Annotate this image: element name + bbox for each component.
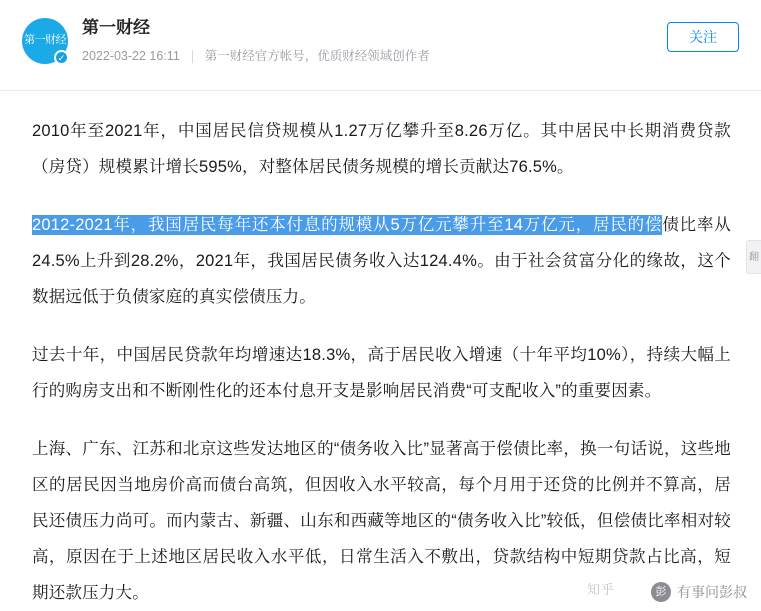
- paragraph-text: 上海、广东、江苏和北京这些发达地区的“债务收入比”显著高于偿债比率，换一句话说，这些地区的居民因当地房价高而债台高筑，但因收入水平较高，每个月用于还贷的比例并不算高，居民还债压力尚可。而内蒙古、新疆、山东和西藏等地区的“债务收入比”较低，但偿债比率相对较高，原因在于上述地区居民收入水平低，日常生活入不敷出，贷款结构中短期贷款占比高，短期还款压力大。: [32, 440, 731, 602]
- meta-line: [82, 47, 667, 65]
- platform-watermark: 知乎: [586, 582, 615, 597]
- paragraph-text: 债比率从24.5%上升到28.2%，2021年，我国居民债务收入达124.4%。由于社会贫富分化的缘故，这个数据远低于负债家庭的真实偿债压力。: [32, 216, 731, 306]
- paragraph: [32, 113, 731, 185]
- panel-toggle-icon[interactable]: 翻: [746, 240, 761, 274]
- publish-timestamp: 2022-03-22 16:11: [82, 49, 180, 63]
- brand-logo-icon: 彭: [651, 582, 671, 602]
- paragraph: [32, 337, 731, 409]
- brand-watermark: [651, 582, 747, 602]
- paragraph-text: 2010年至2021年，中国居民信贷规模从1.27万亿攀升至8.26万亿。其中居民中长期消费贷款（房贷）规模累计增长595%，对整体居民债务规模的增长贡献达76.5%。: [32, 122, 731, 176]
- avatar[interactable]: [22, 18, 68, 64]
- paragraph: [32, 431, 731, 611]
- article-header: [0, 0, 761, 80]
- paragraph: [32, 207, 731, 315]
- author-credential: 第一财经官方帐号，优质财经领域创作者: [204, 49, 430, 63]
- highlighted-text[interactable]: 2012-2021年，我国居民每年还本付息的规模从5万亿元攀升至14万亿元，居民的偿: [32, 216, 663, 234]
- follow-button[interactable]: 关注: [667, 22, 739, 52]
- verified-check-icon: ✓: [54, 50, 69, 65]
- author-block: [82, 16, 667, 65]
- author-name[interactable]: 第一财经: [82, 18, 150, 37]
- article-body: [0, 91, 761, 611]
- meta-divider: [192, 50, 193, 63]
- brand-watermark-label: 有事问彭叔: [677, 584, 747, 600]
- paragraph-text: 过去十年，中国居民贷款年均增速达18.3%，高于居民收入增速（十年平均10%），持续大幅上行的购房支出和不断刚性化的还本付息开支是影响居民消费“可支配收入”的重要因素。: [32, 346, 731, 400]
- avatar-image: 第一财经: [22, 18, 68, 64]
